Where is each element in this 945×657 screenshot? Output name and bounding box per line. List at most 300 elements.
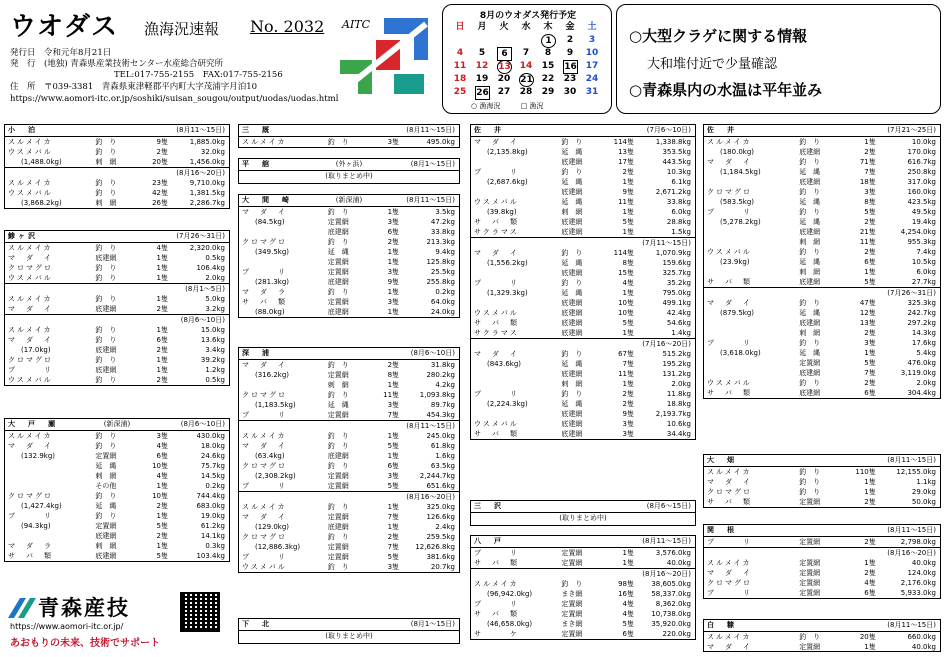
table-row [471,167,695,177]
table-row [5,273,229,283]
catch-cell: 454.3kg [426,411,455,419]
boats-cell: 11隻 [618,198,634,206]
method-cell: 釣 り [327,563,349,571]
boats-cell: 3隻 [387,298,400,306]
method-cell: 定置網 [95,452,117,460]
section-header [239,195,459,207]
method-cell: その他 [95,482,117,490]
boats-cell: 5隻 [387,553,400,561]
species-cell: ウスメバル [707,379,752,387]
catch-cell: 2,244.7kg [419,472,455,480]
catch-cell: 0.5kg [205,376,225,384]
port-section-oma2 [703,454,941,508]
calendar-day: 2 [566,35,574,45]
logo-text: 青森産技 [38,596,130,620]
species-cell: (3,868.2kg) [21,199,62,207]
title-block [4,4,436,114]
method-cell: 釣 り [95,179,117,187]
catch-cell: 325.7kg [662,269,691,277]
period-label: (8月16〜20日) [406,493,455,501]
catch-cell: 3.4kg [205,346,225,354]
species-cell: クロマグロ [707,188,752,196]
period-label: (7月16〜20日) [642,340,691,348]
port-section-hiraura [238,158,460,184]
boats-cell: 7隻 [387,411,400,419]
catch-cell: 3,576.0kg [655,549,691,557]
catch-cell: 8,362.0kg [655,600,691,608]
table-row [471,558,695,568]
species-cell: (879.5kg) [720,309,754,317]
legend-square: □ 漁況 [520,102,544,110]
species-cell: サクラマス [474,228,519,236]
table-row [471,258,695,268]
table-row [471,328,695,338]
catch-cell: 106.4kg [196,264,225,272]
method-cell: 刺 網 [799,268,821,276]
table-row [704,378,940,388]
table-row [471,619,695,629]
method-cell: 底建網 [327,228,349,236]
calendar-day: 29 [541,87,555,97]
boats-cell: 13隻 [859,319,876,327]
method-cell: 底建網 [561,319,583,327]
period-label: (7月6〜10日) [646,126,691,134]
catch-cell: 1.4kg [671,329,691,337]
species-cell: マ ダ イ [8,442,53,450]
catch-cell: 50.0kg [911,498,936,506]
boats-cell: 1隻 [156,482,168,490]
boats-cell: 1隻 [156,512,168,520]
port-name: 三 沢 [474,502,504,510]
boats-cell: 8隻 [622,259,634,267]
boats-cell: 9隻 [156,138,168,146]
boats-cell: 1隻 [622,380,634,388]
port-name: 三 厩 [242,126,272,134]
table-row [704,578,940,588]
species-cell: (17.0kg) [21,346,51,354]
boats-cell: 1隻 [156,254,168,262]
table-row [5,157,229,167]
species-cell: スルメイカ [242,432,287,440]
catch-cell: 2.0kg [205,274,225,282]
table-row [471,389,695,399]
catch-cell: 2,176.0kg [900,579,936,587]
port-name: 佐 井 [474,126,504,134]
boats-cell: 1隻 [622,329,634,337]
boats-cell: 7隻 [387,543,400,551]
catch-cell: 353.5kg [662,148,691,156]
method-cell: 釣 り [799,208,821,216]
species-cell: スルメイカ [8,179,53,187]
table-row [704,298,940,308]
table-row [239,522,459,532]
catch-cell: 32.0kg [200,148,225,156]
table-row [5,137,229,147]
logo-url[interactable]: https://www.aomori-itc.or.jp/ [10,622,124,631]
period-label: (8月1〜15日) [410,160,455,168]
section-header [239,159,459,171]
calendar-day: 19 [475,74,489,84]
boats-cell: 5隻 [622,319,634,327]
table-row [471,207,695,217]
catch-cell: 5,933.0kg [900,589,936,597]
species-cell: スルメイカ [8,326,53,334]
species-cell: サ バ 類 [474,218,519,226]
species-cell: (583.5kg) [720,198,754,206]
period-label: (7月21〜25日) [887,126,936,134]
method-cell: 底建網 [95,552,117,560]
catch-cell: 5.0kg [205,295,225,303]
catch-cell: 1,093.8kg [419,391,455,399]
catch-cell: 2.4kg [435,523,455,531]
calendar-day: 3 [588,35,596,45]
boats-cell: 4隻 [622,279,634,287]
period-label: (8月16〜20日) [887,549,936,557]
species-cell: クロマグロ [707,488,752,496]
boats-cell: 3隻 [387,218,400,226]
port-name: 関 根 [707,526,737,534]
catch-cell: 125.8kg [426,258,455,266]
boats-cell: 10隻 [618,299,634,307]
boats-cell: 4隻 [156,442,168,450]
species-cell: スルメイカ [474,580,519,588]
method-cell: 底建網 [95,305,117,313]
species-cell: サ バ 類 [474,430,519,438]
species-cell: クロマグロ [242,391,287,399]
species-cell: (94.3kg) [21,522,51,530]
catch-cell: 10,738.0kg [651,610,691,618]
species-cell: (63.4kg) [255,452,285,460]
table-row [239,502,459,512]
port-area: (新深浦) [103,420,131,428]
boats-cell: 5隻 [864,278,876,286]
species-cell: クロマグロ [242,533,287,541]
species-cell: マ ダ イ [242,361,287,369]
catch-cell: 259.5kg [426,533,455,541]
method-cell: 釣 り [327,462,349,470]
table-row [471,429,695,439]
period-label: (8月1〜15日) [410,620,455,628]
boats-cell: 1隻 [387,258,400,266]
species-cell: サ バ 類 [242,298,287,306]
boats-cell: 98隻 [618,580,634,588]
table-row [471,298,695,308]
species-cell: サクラマス [474,329,519,337]
boats-cell: 71隻 [859,158,876,166]
catch-cell: 15.0kg [200,326,225,334]
period-label: (8月6〜10日) [410,349,455,357]
catch-cell: 2,798.0kg [900,538,936,546]
species-cell: スルメイカ [8,295,53,303]
boats-cell: 1隻 [387,523,400,531]
table-row [5,491,229,501]
period-label: (8月11〜15日) [406,422,455,430]
species-cell: マ ダ イ [707,158,752,166]
catch-cell: 19.0kg [200,512,225,520]
method-cell: 底建網 [561,370,583,378]
boats-cell: 3隻 [622,430,634,438]
species-cell: マ ダ イ [707,643,752,651]
catch-cell: 250.8kg [907,168,936,176]
section-header [239,125,459,137]
period-label: (8月6〜10日) [180,316,225,324]
qr-code[interactable] [180,592,220,632]
method-cell: 底建網 [561,218,583,226]
species-cell: サ バ 類 [474,610,519,618]
table-row [471,548,695,558]
catch-cell: 304.4kg [907,389,936,397]
table-row [239,532,459,542]
calendar-day [515,34,537,47]
catch-cell: 2,286.7kg [189,199,225,207]
boats-cell: 2隻 [622,390,634,398]
method-cell: 延 縄 [799,168,821,176]
table-row [239,247,459,257]
method-cell: 釣 り [95,138,117,146]
species-cell: (349.5kg) [255,248,289,256]
method-cell: 刺 網 [95,542,117,550]
method-cell: 延 縄 [799,198,821,206]
species-cell: (88.0kg) [255,308,285,316]
method-cell: 定置網 [799,589,821,597]
boats-cell: 110隻 [855,468,876,476]
info-box [616,4,941,114]
catch-cell: 242.7kg [907,309,936,317]
boats-cell: 23隻 [152,179,168,187]
method-cell: 定置網 [327,411,349,419]
species-cell: (39.8kg) [487,208,517,216]
species-cell: (1,556.2kg) [487,259,528,267]
method-cell: 釣 り [561,580,583,588]
catch-cell: 33.8kg [666,198,691,206]
table-row [5,325,229,335]
species-cell: ブ リ [707,589,752,597]
method-cell: 延 縄 [799,218,821,226]
catch-cell: 75.7kg [200,462,225,470]
port-name: 小 泊 [8,126,38,134]
boats-cell: 1隻 [156,366,168,374]
method-cell: 底建網 [799,148,821,156]
catch-cell: 13.6kg [200,336,225,344]
species-cell: (281.3kg) [255,278,289,286]
catch-cell: 1.5kg [671,228,691,236]
table-row [5,541,229,551]
catch-cell: 660.0kg [907,633,936,641]
calendar-title: 8月のウオダス発行予定 [479,11,577,21]
boats-cell: 1隻 [864,559,876,567]
sub-period-header [239,420,459,431]
boats-cell: 4隻 [156,472,168,480]
method-cell: 釣 り [95,326,117,334]
table-row [5,375,229,385]
port-name: 大 戸 瀬 [8,420,58,428]
catch-cell: 17.6kg [911,339,936,347]
issue-number: No. 2032 [250,17,325,36]
species-cell: クロマグロ [8,264,53,272]
catch-cell: 280.2kg [426,371,455,379]
port-section-kodomari [4,124,230,209]
catch-cell: 955.3kg [907,238,936,246]
header [4,4,941,114]
table-row [471,217,695,227]
species-cell: スルメイカ [707,138,752,146]
calendar-day: 20 [497,74,511,84]
catch-cell: 40.0kg [911,559,936,567]
calendar-weekday: 月 [477,22,487,32]
species-cell: スルメイカ [8,244,53,252]
method-cell: 釣 り [561,390,583,398]
catch-cell: 131.2kg [662,370,691,378]
port-name: 深 浦 [242,349,272,357]
catch-cell: 423.5kg [907,198,936,206]
species-cell: スルメイカ [707,468,752,476]
calendar-weekday: 火 [499,22,509,32]
catch-cell: 61.2kg [200,522,225,530]
method-cell: 釣 り [95,336,117,344]
boats-cell: 10隻 [152,492,168,500]
catch-cell: 27.7kg [911,278,936,286]
method-cell: 延 縄 [327,401,349,409]
table-row [5,263,229,273]
calendar-weekday: 金 [565,22,575,32]
catch-cell: 381.6kg [426,553,455,561]
boats-cell: 1隻 [156,356,168,364]
boats-cell: 1隻 [387,452,400,460]
section-header [471,536,695,548]
boats-cell: 6隻 [387,228,400,236]
boats-cell: 1隻 [387,308,400,316]
method-cell: 釣 り [327,208,349,216]
port-name: 下 北 [242,620,272,628]
catch-cell: 12,155.0kg [896,468,936,476]
catch-cell: 9.4kg [435,248,455,256]
period-label: (8月1〜5日) [185,285,225,293]
method-cell: 刺 網 [95,158,117,166]
table-row [704,157,940,167]
catch-cell: 35.2kg [666,279,691,287]
boats-cell: 4隻 [864,579,876,587]
method-cell: 釣 り [327,432,349,440]
catch-cell: 12,626.8kg [415,543,455,551]
method-cell: 釣 り [799,158,821,166]
catch-cell: 11.8kg [666,390,691,398]
method-cell: 定置網 [799,569,821,577]
species-cell: (1,183.5kg) [255,401,296,409]
species-cell: マ ダ イ [707,299,752,307]
catch-cell: 159.6kg [662,259,691,267]
method-cell: 底建網 [799,228,821,236]
boats-cell: 6隻 [864,589,876,597]
table-row [471,268,695,278]
catch-cell: 24.6kg [200,452,225,460]
method-cell: 定置網 [327,371,349,379]
species-cell: スルメイカ [707,559,752,567]
period-label: (8月11〜15日) [176,126,225,134]
calendar-day: 16 [564,62,577,72]
port-section-hachinohe [470,535,696,640]
catch-cell: 616.7kg [907,158,936,166]
table-row [704,187,940,197]
catch-cell: 325.0kg [426,503,455,511]
table-row [704,558,940,568]
method-cell: 釣 り [327,442,349,450]
period-label: (7月26〜31日) [176,232,225,240]
table-row [239,471,459,481]
species-cell: (3,618.0kg) [720,349,761,357]
table-row [5,243,229,253]
species-cell: ウスメバル [8,189,53,197]
website-url[interactable]: https://www.aomori-itc.or.jp/soshiki/suisan_sougou/output/uodas/uodas.html [10,94,339,104]
port-section-ajigasawa [4,230,230,386]
calendar-day [449,34,471,47]
catch-cell: 297.2kg [907,319,936,327]
species-cell: (12,886.3kg) [255,543,301,551]
method-cell: 底建網 [799,369,821,377]
method-cell: 定置網 [327,218,349,226]
method-cell: 釣 り [327,238,349,246]
method-cell: 釣 り [95,295,117,303]
catch-cell: 1.6kg [435,452,455,460]
table-row [5,198,229,208]
species-cell: (2,308.2kg) [255,472,296,480]
method-cell: 底建網 [799,389,821,397]
calendar-weekday: 土 [587,22,597,32]
method-cell: 釣 り [95,274,117,282]
catch-cell: 0.5kg [205,254,225,262]
table-row [704,328,940,338]
issue-date: 発行日 令和元年8月21日 [10,48,112,58]
species-cell: ブ リ [707,538,752,546]
method-cell: 釣 り [327,391,349,399]
catch-cell: 20.7kg [430,563,455,571]
species-cell: クロマグロ [242,238,287,246]
calendar-day: 11 [453,61,467,71]
species-cell: クロマグロ [707,579,752,587]
boats-cell: 1隻 [387,208,400,216]
catch-cell: 255.8kg [426,278,455,286]
species-cell: ウスメバル [8,274,53,282]
method-cell: 刺 網 [799,238,821,246]
table-row [239,237,459,247]
port-area: (外ヶ浜) [335,160,363,168]
table-row [471,629,695,639]
method-cell: 釣 り [95,492,117,500]
catch-cell: 124.0kg [907,569,936,577]
table-row [471,137,695,147]
table-row [239,562,459,572]
period-label: (8月11〜15日) [887,526,936,534]
table-row [5,461,229,471]
catch-cell: 6.0kg [916,268,936,276]
catch-cell: 476.0kg [907,359,936,367]
catch-cell: 3.5kg [435,208,455,216]
port-section-sai [470,124,696,440]
boats-cell: 9隻 [622,410,634,418]
method-cell: 刺 網 [327,381,349,389]
table-row [704,537,940,547]
species-cell: サ バ 類 [707,498,752,506]
period-label: (8月6〜10日) [180,420,225,428]
table-row [5,531,229,541]
boats-cell: 2隻 [156,346,168,354]
sub-period-header [471,237,695,248]
port-section-mutsu [470,500,696,526]
catch-cell: 34.4kg [666,430,691,438]
method-cell: 定置網 [327,553,349,561]
species-cell: ブ リ [242,268,287,276]
calendar-day: 17 [585,61,599,71]
calendar-weekday: 日 [455,22,465,32]
